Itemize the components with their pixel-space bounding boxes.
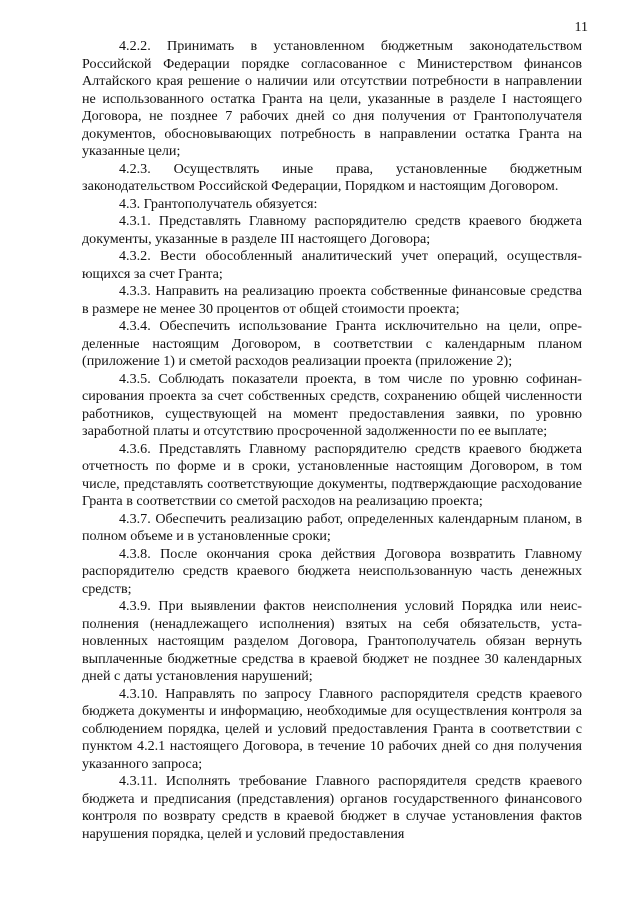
paragraph-4-3-7: 4.3.7. Обеспечить реализацию работ, определенных календарным планом, в полном объеме и в установленные сроки; (82, 510, 582, 544)
paragraph-4-3-3: 4.3.3. Направить на реализацию проекта собственные финансовые средства в размере не менее 30 процентов от общей стоимости проекта; (82, 283, 582, 317)
paragraph-4-3-2: 4.3.2. Вести обособленный аналитический учет операций, осуществляющихся за счет Гранта; (82, 248, 582, 282)
paragraph-4-2-2: 4.2.2. Принимать в установленном бюджетным законодательством Российской Федерации порядке согласованное с Министерством финансов Алтайского края решение о наличии или отсутствии потребности в направлении не использованного остатка Гранта на цели, указанные в разделе I настоящего Договора, не позднее 7 рабочих дней со дня получения от Грантополучателя документов, обосновывающих потребность в направлении остатка Гранта на указанные цели; (82, 38, 582, 159)
paragraph-4-3-heading: 4.3. Грантополучатель обязуется: (119, 195, 318, 212)
paragraph-4-3-10: 4.3.10. Направлять по запросу Главного распорядителя средств краевого бюджета документы и информацию, необходимые для осуществления контроля за соблюдением порядка, целей и условий предоставления Гранта в соответствии с пунктом 4.2.1 настоящего Договора, в течение 10 рабочих дней со дня получения указанного запроса; (82, 685, 582, 772)
paragraph-4-3-5: 4.3.5. Соблюдать показатели проекта, в том числе по уровню софинансирования проекта за счет собственных средств, сохранению общей численности работников, существующей на момент предоставления заявки, по уровню заработной платы и отсутствию просроченной задолженности по ее выплате; (82, 370, 582, 439)
paragraph-4-3-8: 4.3.8. После окончания срока действия Договора возвратить Главному распорядителю средств краевого бюджета неиспользованную часть денежных средств; (82, 545, 582, 597)
paragraph-4-2-3: 4.2.3. Осуществлять иные права, установленные бюджетным законодательством Российской Федерации, Порядком и настоящим Договором. (82, 160, 582, 194)
paragraph-4-3-11: 4.3.11. Исполнять требование Главного распорядителя средств краевого бюджета и предписания (представления) органов государственного финансового контроля по возврату средств в краевой бюджет в случае установления фактов нарушения порядка, целей и условий предоставления (82, 773, 582, 842)
paragraph-4-3-9: 4.3.9. При выявлении фактов неисполнения условий Порядка или неисполнения (ненадлежащего исполнения) взятых на себя обязательств, установленных настоящим разделом Договора, Грантополучатель обязан вернуть выплаченные бюджетные средства в краевой бюджет не позднее 30 календарных дней с даты установления нарушений; (82, 598, 582, 684)
paragraph-4-3-6: 4.3.6. Представлять Главному распорядителю средств краевого бюджета отчетность по форме и в сроки, установленные настоящим Договором, в том числе, представлять соответствующие документы, подтверждающие расходование Гранта в соответствии со сметой расходов на реализацию проекта; (82, 440, 582, 509)
paragraph-4-3-4: 4.3.4. Обеспечить использование Гранта исключительно на цели, определенные настоящим Договором, в соответствии с календарным планом (приложение 1) и сметой расходов реализации проекта (приложение 2); (82, 318, 582, 369)
paragraph-4-3-1: 4.3.1. Представлять Главному распорядителю средств краевого бюджета документы, указанные в разделе III настоящего Договора; (82, 213, 582, 247)
page-number: 11 (574, 20, 588, 35)
document-body (82, 38, 582, 843)
